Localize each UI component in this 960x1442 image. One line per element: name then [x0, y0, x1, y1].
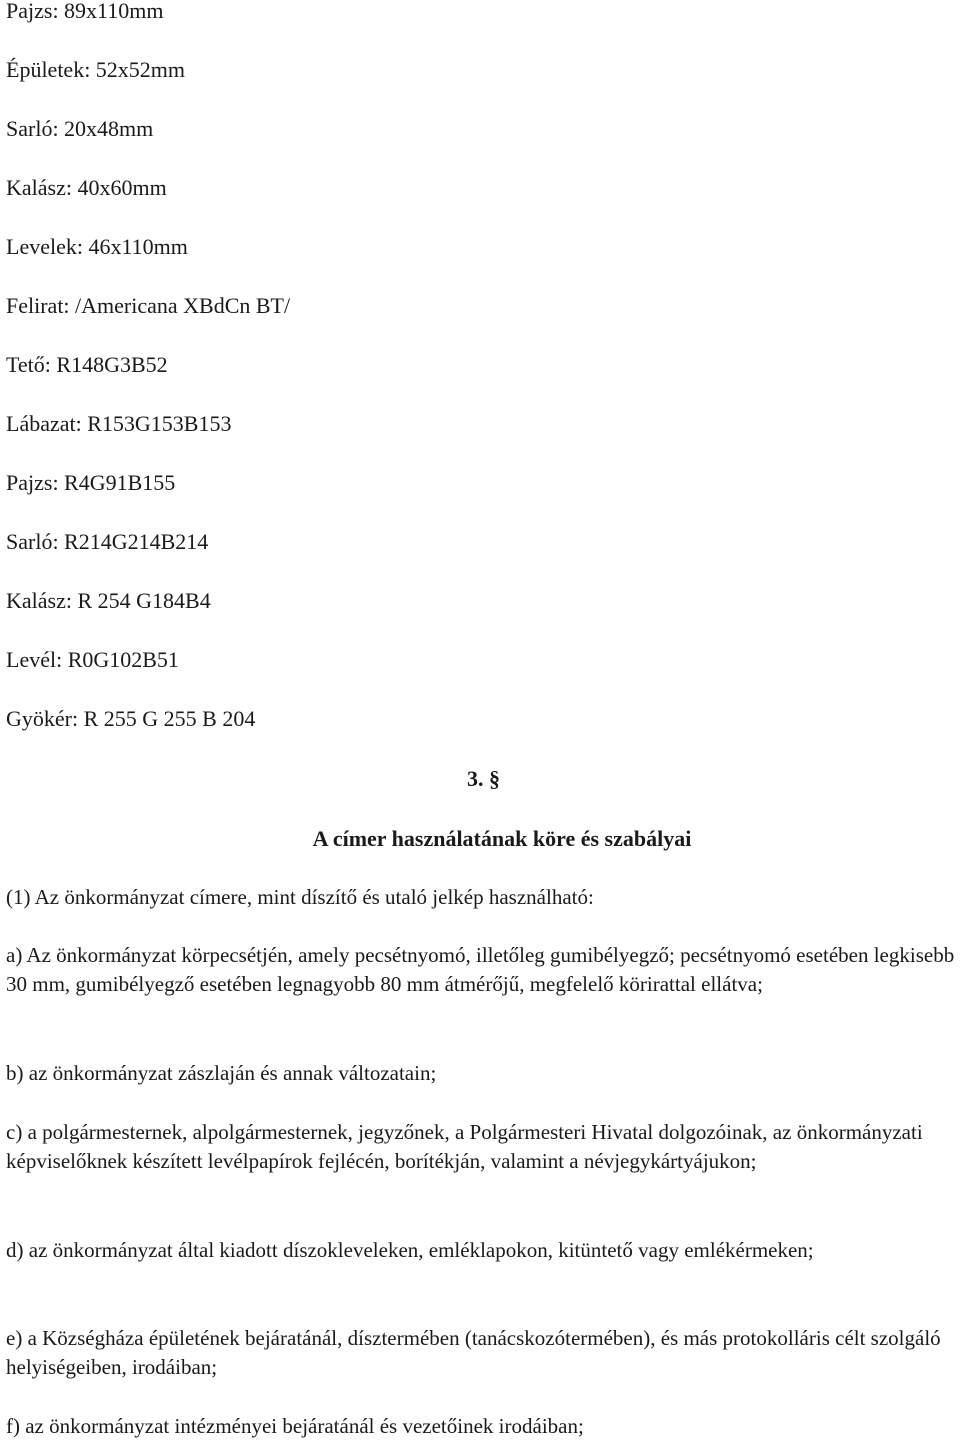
section-number: 3. §	[467, 766, 500, 791]
spec-shield-color: Pajzs: R4G91B155	[6, 470, 176, 495]
spec-wheat-size: Kalász: 40x60mm	[6, 175, 167, 200]
spec-shield-size: Pajzs: 89x110mm	[6, 0, 164, 23]
spec-root-color: Gyökér: R 255 G 255 B 204	[6, 706, 256, 731]
paragraph-d: d) az önkormányzat által kiadott díszokleveleken, emléklapokon, kitüntető vagy emlékérmeken;	[6, 1238, 814, 1262]
spec-sickle-size: Sarló: 20x48mm	[6, 116, 154, 141]
spec-font: Felirat: /Americana XBdCn BT/	[6, 293, 291, 318]
paragraph-f: f) az önkormányzat intézményei bejáratánál és vezetőinek irodáiban;	[6, 1414, 584, 1438]
paragraph-a: a) Az önkormányzat körpecsétjén, amely pecsétnyomó, illetőleg gumibélyegző; pecsétnyomó esetében legkisebb 30 mm, gumibélyegző esetében legnagyobb 80 mm átmérőjű, megfelelő körirattal ellátva;	[6, 943, 955, 996]
paragraph-b: b) az önkormányzat zászlaján és annak változatain;	[6, 1061, 437, 1085]
spec-roof-color: Tető: R148G3B52	[6, 352, 168, 377]
spec-sickle-color: Sarló: R214G214B214	[6, 529, 209, 554]
paragraph-c: c) a polgármesternek, alpolgármesternek, jegyzőnek, a Polgármesteri Hivatal dolgozóinak, az önkormányzati képviselőknek készített levélpapírok fejlécén, borítékján, valamint a névjegykártyájukon;	[6, 1120, 923, 1173]
spec-leaves-size: Levelek: 46x110mm	[6, 234, 188, 259]
spec-base-color: Lábazat: R153G153B153	[6, 411, 232, 436]
paragraph-intro: (1) Az önkormányzat címere, mint díszítő és utaló jelkép használható:	[6, 885, 594, 909]
spec-wheat-color: Kalász: R 254 G184B4	[6, 588, 211, 613]
spec-leaf-color: Levél: R0G102B51	[6, 647, 179, 672]
section-title: A címer használatának köre és szabályai	[312, 826, 692, 851]
spec-buildings-size: Épületek: 52x52mm	[6, 57, 186, 82]
paragraph-e: e) a Községháza épületének bejáratánál, dísztermében (tanácskozótermében), és más protokolláris célt szolgáló helyiségeiben, irodáiban;	[6, 1326, 941, 1379]
